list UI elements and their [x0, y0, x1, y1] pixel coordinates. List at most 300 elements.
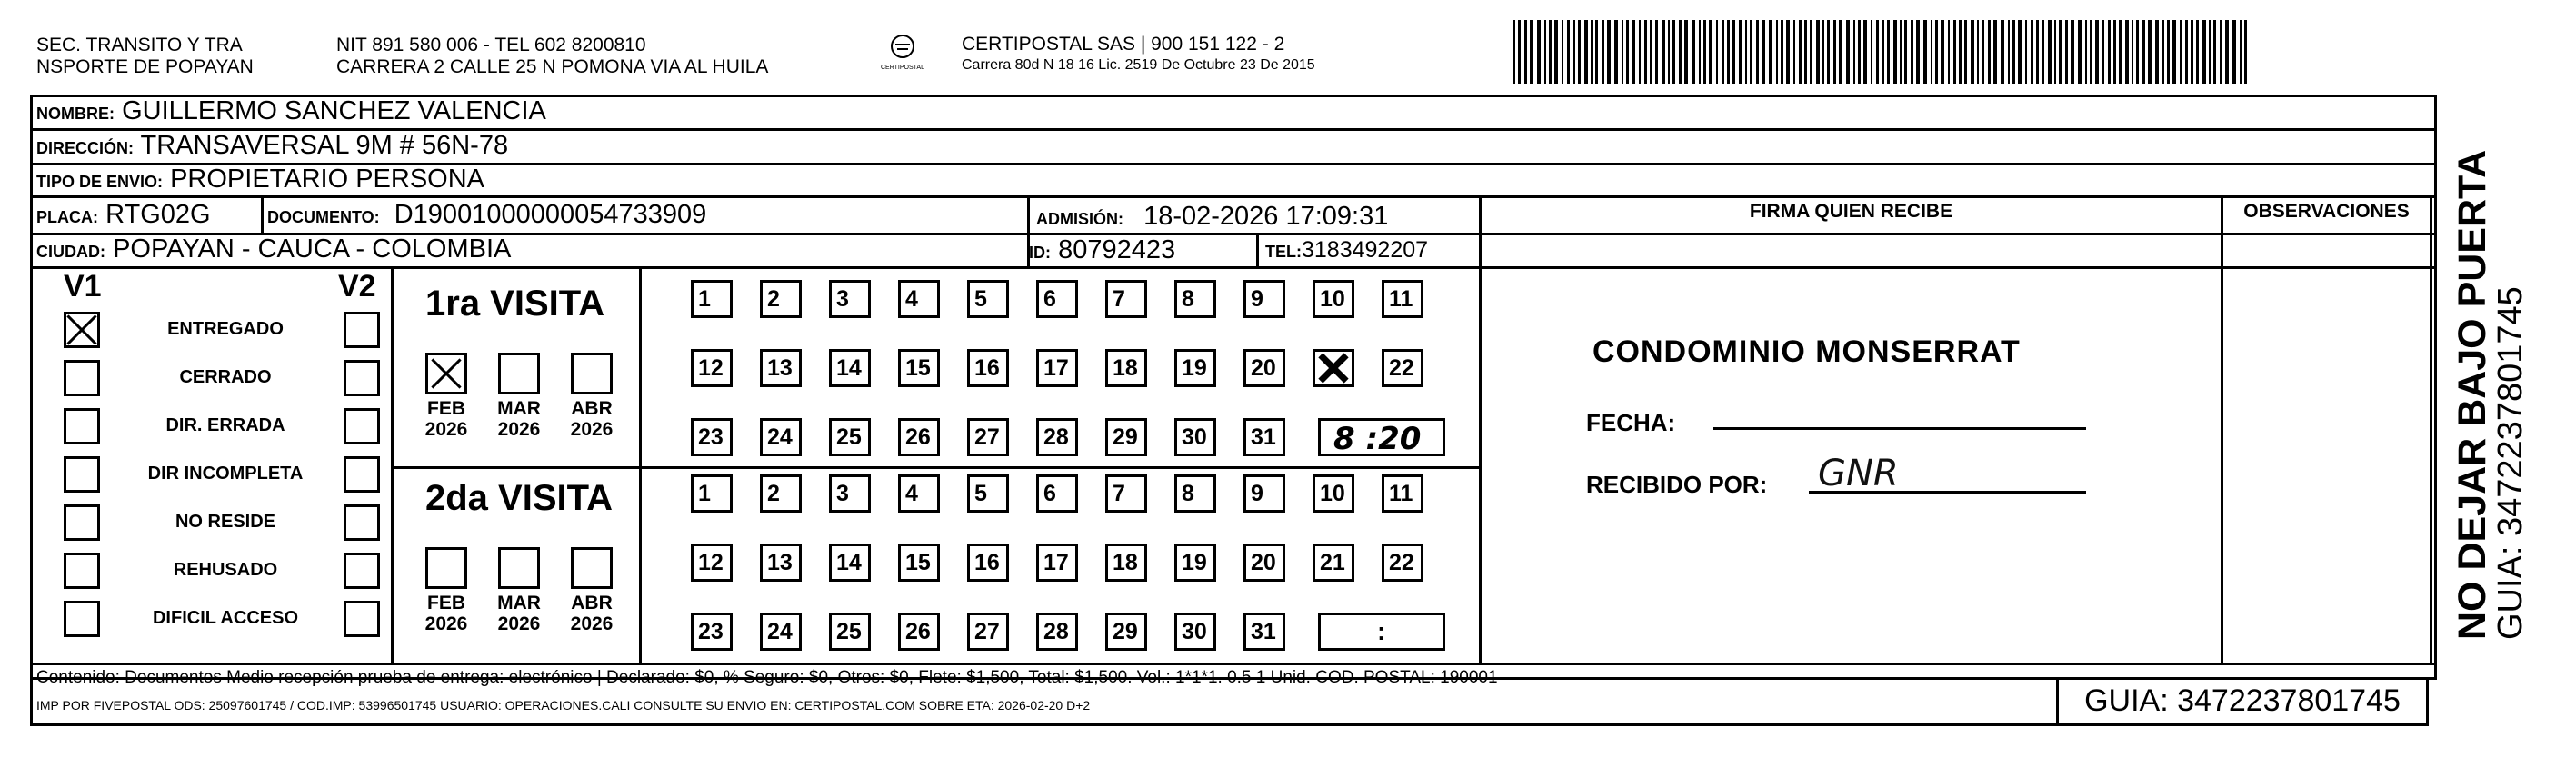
- day-box[interactable]: 6: [1036, 280, 1078, 318]
- barcode-bar: [1816, 20, 1820, 84]
- sender-line-1: SEC. TRANSITO Y TRA: [36, 35, 243, 55]
- barcode-bar: [1982, 20, 1984, 84]
- day-box[interactable]: 2: [760, 474, 802, 513]
- day-box[interactable]: 30: [1174, 613, 1216, 651]
- barcode-bar: [1530, 20, 1533, 84]
- certipostal-logo: [871, 33, 934, 76]
- barcode-bar: [1524, 20, 1527, 84]
- carrier-info: [962, 33, 1315, 75]
- barcode-bar: [2095, 20, 2099, 84]
- barcode-bar: [1858, 20, 1861, 84]
- barcode-bar: [2225, 20, 2229, 84]
- status-label: DIR. ERRADA: [165, 415, 285, 435]
- admision-value: 18-02-2026 17:09:31: [1143, 202, 1389, 231]
- tel-field: [1265, 234, 1428, 267]
- status-label: ENTREGADO: [167, 319, 284, 339]
- barcode-bar: [1644, 20, 1647, 84]
- barcode-bar: [2240, 20, 2242, 84]
- barcode-bar: [1799, 20, 1802, 84]
- day-box[interactable]: 31: [1243, 418, 1285, 456]
- day-box[interactable]: 11: [1382, 474, 1423, 513]
- day-box[interactable]: 29: [1105, 418, 1147, 456]
- month-name: ABR: [571, 593, 613, 613]
- documento-label: DOCUMENTO:: [267, 208, 380, 226]
- day-box[interactable]: 18: [1105, 349, 1147, 387]
- month-label: [492, 593, 546, 634]
- barcode-bar: [1562, 20, 1563, 84]
- tipo-envio-label: TIPO DE ENVIO:: [36, 173, 164, 191]
- barcode-bar: [2172, 20, 2176, 84]
- month-checkbox[interactable]: [425, 547, 467, 589]
- no-dejar-bajo-puerta: NO DEJAR BAJO PUERTA: [2451, 149, 2494, 640]
- barcode-bar: [1622, 20, 1623, 84]
- barcode-bar: [2180, 20, 2182, 84]
- sender-details: [336, 35, 768, 78]
- month-year: 2026: [570, 419, 614, 440]
- documento-field: [267, 199, 706, 233]
- barcode-bar: [2001, 20, 2004, 84]
- month-checkbox[interactable]: [571, 547, 613, 589]
- v2-checkbox[interactable]: [344, 360, 380, 396]
- day-box[interactable]: 21: [1313, 544, 1354, 582]
- id-value: 80792423: [1058, 235, 1176, 264]
- day-box[interactable]: 24: [760, 418, 802, 456]
- v1-checkbox[interactable]: [64, 504, 100, 541]
- day-box[interactable]: 19: [1174, 544, 1216, 582]
- month-checkbox[interactable]: [498, 353, 540, 394]
- month-year: 2026: [424, 613, 468, 634]
- barcode-bar: [2078, 20, 2082, 84]
- day-box[interactable]: 20: [1243, 544, 1285, 582]
- month-checkbox[interactable]: [425, 353, 467, 394]
- condominio-stamp: CONDOMINIO MONSERRAT: [1593, 334, 2021, 369]
- v2-checkbox[interactable]: [344, 456, 380, 493]
- observaciones-header: OBSERVACIONES: [2243, 201, 2410, 222]
- v2-checkbox[interactable]: [344, 312, 380, 348]
- row-divider: [1479, 233, 2437, 235]
- barcode-bar: [2132, 20, 2133, 84]
- day-box[interactable]: 26: [898, 613, 940, 651]
- ciudad-label: CIUDAD:: [36, 243, 105, 261]
- barcode-bar: [2220, 20, 2222, 84]
- barcode-bar: [1911, 20, 1913, 84]
- month-checkbox[interactable]: [498, 547, 540, 589]
- guia-box-text: GUIA: 3472237801745: [2084, 683, 2401, 718]
- day-box[interactable]: 17: [1036, 349, 1078, 387]
- barcode-bar: [1839, 20, 1842, 84]
- month-name: FEB: [427, 398, 465, 419]
- day-box[interactable]: [1313, 349, 1354, 387]
- col-divider: [261, 195, 264, 233]
- second-visit-time-box: [1318, 613, 1445, 651]
- barcode-bar: [1544, 20, 1546, 84]
- admision-label: ADMISIÓN:: [1036, 210, 1123, 228]
- day-box[interactable]: 30: [1174, 418, 1216, 456]
- nombre-field: [36, 95, 546, 129]
- month-label: [492, 398, 546, 440]
- day-box[interactable]: 11: [1382, 280, 1423, 318]
- barcode-bar: [1679, 20, 1682, 84]
- barcode-bar: [1882, 20, 1884, 84]
- status-label: DIFICIL ACCESO: [152, 608, 298, 628]
- v2-checkbox[interactable]: [344, 601, 380, 637]
- status-label: DIR INCOMPLETA: [147, 464, 304, 484]
- id-field: [1029, 234, 1175, 268]
- barcode-bar: [1988, 20, 1991, 84]
- logo-icon: [884, 33, 921, 60]
- barcode-bar: [1827, 20, 1830, 84]
- day-box[interactable]: 13: [760, 544, 802, 582]
- barcode-bar: [2185, 20, 2188, 84]
- footer-imp: IMP POR FIVEPOSTAL ODS: 25097601745 / COD.IMP: 53996501745 USUARIO: OPERACIONES.CALI CONSULTE SU ENVIO EN: CERTIPOSTAL.COM SOBRE ETA: 2026-02-20 D+2: [36, 698, 1091, 713]
- day-box[interactable]: 23: [691, 418, 733, 456]
- barcode-bar: [1626, 20, 1629, 84]
- barcode-bar: [1804, 20, 1807, 84]
- barcode-bar: [1614, 20, 1618, 84]
- day-box[interactable]: 15: [898, 544, 940, 582]
- barcode-bar: [1632, 20, 1635, 84]
- tel-value: 3183492207: [1302, 237, 1429, 263]
- barcode-bar: [1786, 20, 1790, 84]
- barcode-bar: [2108, 20, 2111, 84]
- barcode-bar: [1833, 20, 1836, 84]
- day-box[interactable]: 13: [760, 349, 802, 387]
- barcode-bar: [1793, 20, 1795, 84]
- day-box[interactable]: 2: [760, 280, 802, 318]
- barcode-bar: [2102, 20, 2104, 84]
- barcode-bar: [1904, 20, 1907, 84]
- barcode-bar: [1554, 20, 1558, 84]
- day-box[interactable]: 4: [898, 474, 940, 513]
- day-box[interactable]: 31: [1243, 613, 1285, 651]
- v1-checkbox[interactable]: [64, 601, 100, 637]
- direccion-field: [36, 130, 508, 164]
- firma-header: FIRMA QUIEN RECIBE: [1749, 201, 1953, 222]
- barcode-bar: [2018, 20, 2022, 84]
- col-divider: [2221, 195, 2223, 663]
- placa-label: PLACA:: [36, 208, 98, 226]
- barcode-bar: [1900, 20, 1902, 84]
- barcode-bar: [2202, 20, 2206, 84]
- day-box[interactable]: 15: [898, 349, 940, 387]
- placa-field: [36, 199, 211, 233]
- second-visit-title: 2da VISITA: [425, 478, 613, 518]
- barcode-bar: [1709, 20, 1712, 84]
- barcode-bar: [1977, 20, 1979, 84]
- day-box[interactable]: 28: [1036, 613, 1078, 651]
- barcode-bar: [1853, 20, 1855, 84]
- barcode-bar: [2155, 20, 2159, 84]
- row-divider: [391, 466, 1482, 469]
- barcode-bar: [1935, 20, 1938, 84]
- barcode-bar: [1756, 20, 1759, 84]
- col-divider: [639, 266, 642, 663]
- documento-value: D19001000000054733909: [394, 200, 707, 229]
- day-box[interactable]: 14: [829, 544, 871, 582]
- day-box[interactable]: 5: [967, 474, 1009, 513]
- barcode-bar: [1964, 20, 1967, 84]
- barcode-bar: [1662, 20, 1665, 84]
- day-box[interactable]: 10: [1313, 474, 1354, 513]
- barcode-bar: [1722, 20, 1724, 84]
- barcode-bar: [2042, 20, 2044, 84]
- barcode-bar: [1591, 20, 1593, 84]
- day-box[interactable]: 12: [691, 349, 733, 387]
- barcode-bar: [1781, 20, 1783, 84]
- barcode-bar: [2136, 20, 2139, 84]
- ciudad-value: POPAYAN - CAUCA - COLOMBIA: [113, 234, 512, 264]
- day-box[interactable]: 23: [691, 613, 733, 651]
- day-box[interactable]: 7: [1105, 474, 1147, 513]
- barcode-bar: [1931, 20, 1932, 84]
- first-visit-time-box: [1318, 418, 1445, 456]
- day-box[interactable]: 7: [1105, 280, 1147, 318]
- barcode-bar: [1739, 20, 1742, 84]
- month-label: [564, 593, 619, 634]
- barcode-bar: [1518, 20, 1521, 84]
- barcode-bar: [1846, 20, 1850, 84]
- v2-checkbox[interactable]: [344, 408, 380, 444]
- carrier-address: Carrera 80d N 18 16 Lic. 2519 De Octubre 23 De 2015: [962, 57, 1315, 73]
- barcode-bar: [1776, 20, 1778, 84]
- side-guia: GUIA: 3472237801745: [2491, 286, 2530, 640]
- day-box[interactable]: 4: [898, 280, 940, 318]
- second-visit-time: :: [1377, 617, 1386, 645]
- col-divider: [391, 266, 394, 663]
- nombre-label: NOMBRE:: [36, 105, 115, 123]
- barcode-bar: [1537, 20, 1541, 84]
- day-box[interactable]: 1: [691, 474, 733, 513]
- day-box[interactable]: 3: [829, 474, 871, 513]
- id-label: ID:: [1029, 244, 1051, 262]
- barcode-bar: [2125, 20, 2129, 84]
- month-label: [419, 398, 474, 440]
- barcode-bar: [1655, 20, 1658, 84]
- barcode-bar: [1745, 20, 1747, 84]
- barcode-bar: [2059, 20, 2062, 84]
- barcode-bar: [1762, 20, 1765, 84]
- barcode-bar: [1602, 20, 1604, 84]
- barcode-bar: [2036, 20, 2039, 84]
- tipo-envio-field: [36, 164, 484, 197]
- barcode-bar: [2213, 20, 2216, 84]
- month-name: MAR: [497, 398, 541, 419]
- status-label: CERRADO: [179, 367, 272, 387]
- side-text: [2451, 58, 2530, 640]
- month-checkbox[interactable]: [571, 353, 613, 394]
- barcode-bar: [1578, 20, 1581, 84]
- barcode-bar: [1810, 20, 1812, 84]
- v2-checkbox[interactable]: [344, 504, 380, 541]
- first-visit-time: 8 :20: [1333, 421, 1422, 457]
- fecha-line: [1713, 427, 2086, 430]
- day-box[interactable]: 1: [691, 280, 733, 318]
- recipient-signature: GNR: [1818, 453, 1899, 494]
- barcode-bar: [2162, 20, 2164, 84]
- barcode-bar: [2012, 20, 2015, 84]
- barcode: [1513, 20, 2250, 84]
- barcode-bar: [1750, 20, 1752, 84]
- v1-checkbox[interactable]: [64, 360, 100, 396]
- day-box[interactable]: 8: [1174, 280, 1216, 318]
- barcode-bar: [1513, 20, 1515, 84]
- v1-checkbox[interactable]: [64, 312, 100, 348]
- barcode-bar: [1941, 20, 1944, 84]
- barcode-bar: [1584, 20, 1588, 84]
- nombre-value: GUILLERMO SANCHEZ VALENCIA: [122, 96, 546, 125]
- barcode-bar: [1876, 20, 1879, 84]
- barcode-bar: [2232, 20, 2236, 84]
- barcode-bar: [1703, 20, 1706, 84]
- day-box[interactable]: 9: [1243, 474, 1285, 513]
- day-box[interactable]: 22: [1382, 544, 1423, 582]
- direccion-value: TRANSAVERSAL 9M # 56N-78: [140, 131, 509, 160]
- sender-name: [36, 35, 254, 78]
- month-year: 2026: [570, 613, 614, 634]
- barcode-bar: [2113, 20, 2116, 84]
- status-label: NO RESIDE: [175, 512, 276, 532]
- month-name: FEB: [427, 593, 465, 613]
- day-box[interactable]: 22: [1382, 349, 1423, 387]
- day-box[interactable]: 19: [1174, 349, 1216, 387]
- barcode-bar: [2071, 20, 2074, 84]
- barcode-bar: [1863, 20, 1867, 84]
- barcode-bar: [1871, 20, 1872, 84]
- barcode-bar: [1684, 20, 1688, 84]
- barcode-bar: [2090, 20, 2092, 84]
- day-box[interactable]: 6: [1036, 474, 1078, 513]
- col-divider: [1256, 233, 1259, 266]
- barcode-bar: [2196, 20, 2199, 84]
- barcode-bar: [1923, 20, 1927, 84]
- month-name: MAR: [497, 593, 541, 613]
- day-box[interactable]: 27: [967, 613, 1009, 651]
- day-box[interactable]: 3: [829, 280, 871, 318]
- barcode-bar: [2142, 20, 2145, 84]
- month-year: 2026: [424, 419, 468, 440]
- direccion-label: DIRECCIÓN:: [36, 139, 134, 157]
- logo-text: CERTIPOSTAL: [881, 65, 924, 71]
- v1-checkbox[interactable]: [64, 456, 100, 493]
- month-label: [564, 398, 619, 440]
- day-box[interactable]: 9: [1243, 280, 1285, 318]
- barcode-bar: [2191, 20, 2193, 84]
- day-box[interactable]: 16: [967, 349, 1009, 387]
- tel-label: TEL:: [1265, 243, 1302, 261]
- day-box[interactable]: 25: [829, 418, 871, 456]
- barcode-bar: [1959, 20, 1962, 84]
- v2-checkbox[interactable]: [344, 553, 380, 589]
- day-box[interactable]: 10: [1313, 280, 1354, 318]
- barcode-bar: [1672, 20, 1675, 84]
- barcode-bar: [1668, 20, 1670, 84]
- barcode-bar: [1692, 20, 1695, 84]
- footer-contenido: Contenido: Documentos Medio recepción prueba de entrega: electrónico | Declarado: $0, % Seguro: $0, Otros: $0, Flete: $1,500, Total: $1,500. Vol.: 1*1*1. 0.5 1 Unid. COD. POSTAL: 190001: [36, 668, 1498, 687]
- col-divider: [1479, 195, 1482, 663]
- barcode-graphic: [1513, 20, 2250, 84]
- placa-value: RTG02G: [105, 200, 211, 229]
- ciudad-field: [36, 234, 511, 267]
- barcode-bar: [2209, 20, 2211, 84]
- barcode-bar: [2148, 20, 2152, 84]
- barcode-bar: [1916, 20, 1920, 84]
- day-box[interactable]: 29: [1105, 613, 1147, 651]
- barcode-bar: [1822, 20, 1824, 84]
- barcode-bar: [1769, 20, 1772, 84]
- day-box[interactable]: 17: [1036, 544, 1078, 582]
- barcode-bar: [1887, 20, 1890, 84]
- barcode-bar: [1567, 20, 1570, 84]
- barcode-bar: [2167, 20, 2170, 84]
- barcode-bar: [1953, 20, 1956, 84]
- barcode-bar: [1549, 20, 1552, 84]
- month-year: 2026: [497, 419, 541, 440]
- carrier-line: CERTIPOSTAL SAS | 900 151 122 - 2: [962, 34, 1285, 55]
- day-box[interactable]: 5: [967, 280, 1009, 318]
- day-box[interactable]: 16: [967, 544, 1009, 582]
- day-box[interactable]: 12: [691, 544, 733, 582]
- day-box[interactable]: 27: [967, 418, 1009, 456]
- v1-checkbox[interactable]: [64, 553, 100, 589]
- tipo-envio-value: PROPIETARIO PERSONA: [170, 165, 485, 194]
- barcode-bar: [1573, 20, 1575, 84]
- day-box[interactable]: 28: [1036, 418, 1078, 456]
- day-box[interactable]: 14: [829, 349, 871, 387]
- month-label: [419, 593, 474, 634]
- barcode-bar: [1948, 20, 1950, 84]
- v2-label: V2: [338, 269, 376, 304]
- day-box[interactable]: 20: [1243, 349, 1285, 387]
- barcode-bar: [2008, 20, 2010, 84]
- month-year: 2026: [497, 613, 541, 634]
- barcode-bar: [2054, 20, 2056, 84]
- month-name: ABR: [571, 398, 613, 419]
- barcode-bar: [1727, 20, 1730, 84]
- barcode-bar: [1607, 20, 1611, 84]
- barcode-bar: [2048, 20, 2052, 84]
- v1-label: V1: [64, 269, 102, 304]
- recibido-label: RECIBIDO POR:: [1586, 471, 1768, 498]
- day-box[interactable]: 8: [1174, 474, 1216, 513]
- barcode-bar: [2031, 20, 2033, 84]
- barcode-bar: [2085, 20, 2087, 84]
- barcode-bar: [1595, 20, 1598, 84]
- barcode-bar: [1993, 20, 1997, 84]
- first-visit-title: 1ra VISITA: [425, 284, 605, 324]
- barcode-bar: [1639, 20, 1641, 84]
- barcode-bar: [1716, 20, 1718, 84]
- barcode-bar: [2119, 20, 2122, 84]
- sender-address: CARRERA 2 CALLE 25 N POMONA VIA AL HUILA: [336, 56, 769, 77]
- nit-line: NIT 891 580 006 - TEL 602 8200810: [336, 35, 646, 55]
- barcode-bar: [1893, 20, 1897, 84]
- admision-field: [1036, 201, 1388, 234]
- v1-checkbox[interactable]: [64, 408, 100, 444]
- barcode-bar: [1971, 20, 1974, 84]
- barcode-bar: [1732, 20, 1735, 84]
- col-divider: [2430, 195, 2432, 663]
- barcode-bar: [2025, 20, 2027, 84]
- sender-line-2: NSPORTE DE POPAYAN: [36, 56, 254, 77]
- day-box[interactable]: 18: [1105, 544, 1147, 582]
- barcode-bar: [2065, 20, 2068, 84]
- day-box[interactable]: 24: [760, 613, 802, 651]
- day-box[interactable]: 25: [829, 613, 871, 651]
- status-label: REHUSADO: [173, 560, 278, 580]
- barcode-bar: [2244, 20, 2247, 84]
- day-box[interactable]: 26: [898, 418, 940, 456]
- barcode-bar: [1650, 20, 1652, 84]
